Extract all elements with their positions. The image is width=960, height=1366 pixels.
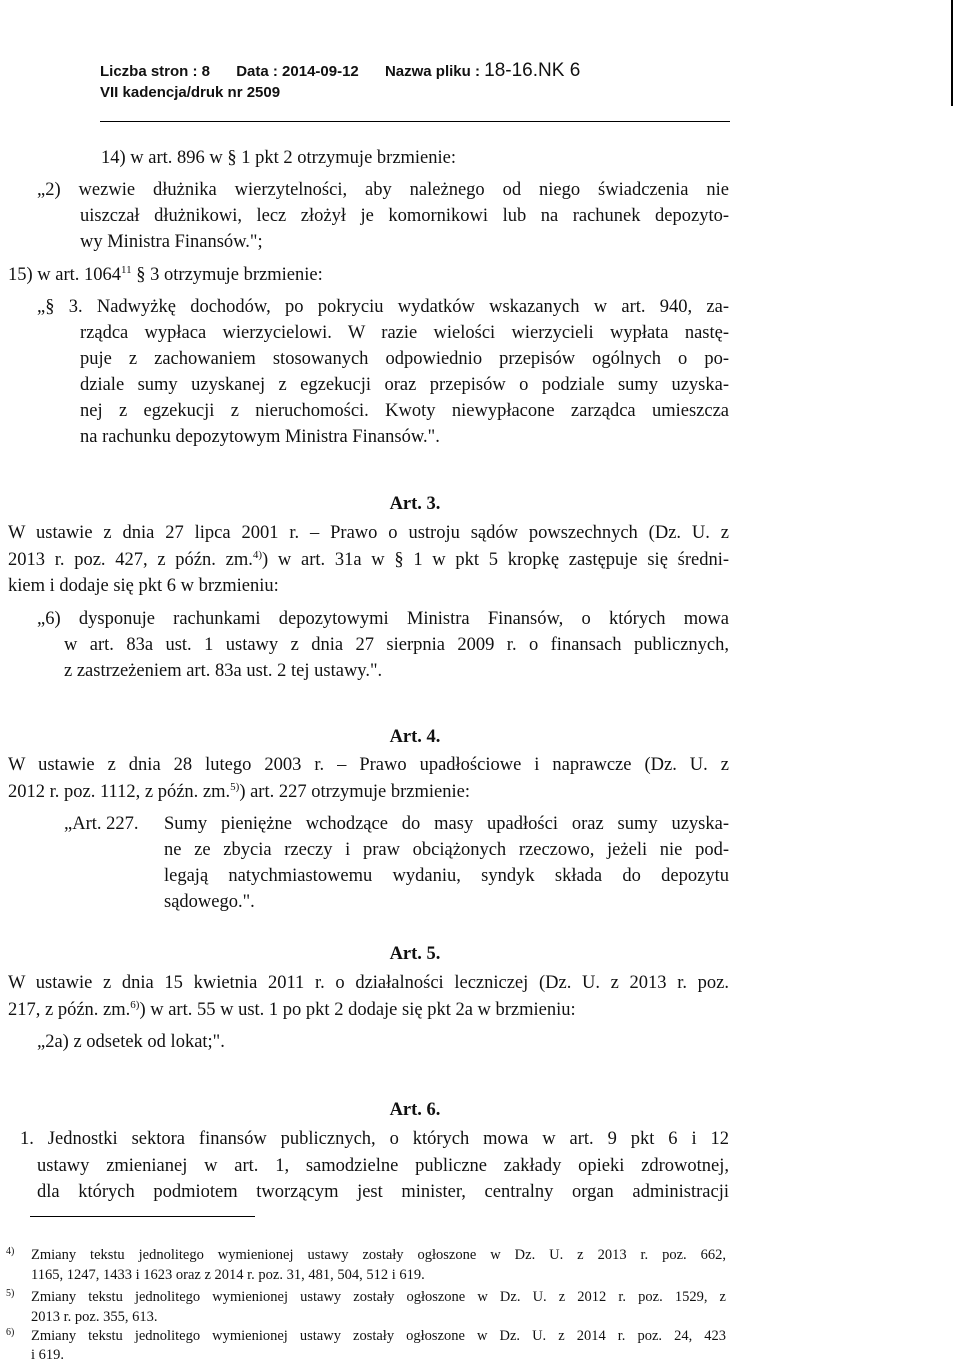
art-4-quote-line: sądowego.".	[164, 892, 255, 912]
art-4-heading: Art. 4.	[389, 727, 441, 747]
art-3-line	[8, 547, 729, 573]
footnote-text: Zmiany tekstu jednolitego wymienionej ustawy zostały ogłoszone w Dz. U. z 2014 r. poz. 24, 423	[31, 1328, 726, 1344]
art-3-line: kiem i dodaje się pkt 6 w brzmieniu:	[8, 576, 279, 596]
filename-label: Nazwa pliku :	[384, 63, 480, 80]
item-14-quote-line: uiszczał dłużnikowi, lecz złożył je komornikowi lub na rachunek depozyto-	[80, 206, 729, 226]
footnote-number: 6)	[6, 1327, 15, 1338]
margin-line	[951, 0, 953, 106]
art-4-text: 2012 r. poz. 1112, z późn. zm.	[8, 782, 231, 802]
header-row	[100, 60, 580, 82]
art-3-quote-line: w art. 83a ust. 1 ustawy z dnia 27 sierpnia 2009 r. o finansach publicznych,	[64, 635, 729, 655]
art-6-line: 1. Jednostki sektora finansów publicznych, o których mowa w art. 9 pkt 6 i 12	[20, 1129, 729, 1149]
art-3-text: ) w art. 31a w § 1 w pkt 5 kropkę zastępuje się średni-	[262, 550, 729, 570]
art-4-line: W ustawie z dnia 28 lutego 2003 r. – Prawo upadłościowe i naprawcze (Dz. U. z	[8, 755, 729, 775]
footnote-text: 1165, 1247, 1433 i 1623 oraz z 2014 r. poz. 31, 481, 504, 512 i 619.	[31, 1267, 425, 1283]
term-print-number: VII kadencja/druk nr 2509	[100, 84, 281, 101]
superscript: 6)	[130, 998, 140, 1011]
item-15-quote-line: „§ 3. Nadwyżkę dochodów, po pokryciu wydatków wskazanych w art. 940, za-	[37, 297, 729, 317]
art-4-quote-label: „Art. 227.	[64, 814, 139, 834]
item-15-quote-line: puje z zachowaniem stosowanych odpowiednio przepisów ogólnych o po-	[80, 349, 729, 369]
art-6-line: dla których podmiotem tworzącym jest minister, centralny organ administracji	[37, 1182, 729, 1202]
item-14-quote-line: wy Ministra Finansów.";	[80, 232, 263, 252]
art-4-line	[8, 779, 470, 805]
art-5-quote-line: „2a) z odsetek od lokat;".	[37, 1032, 225, 1052]
superscript: 11	[121, 263, 132, 276]
art-4-quote-line: Sumy pieniężne wchodzące do masy upadłości oraz sumy uzyska-	[164, 814, 729, 834]
footnote-number: 4)	[6, 1246, 15, 1257]
footnote-text: Zmiany tekstu jednolitego wymienionej ustawy zostały ogłoszone w Dz. U. z 2012 r. poz. 1529, z	[31, 1289, 726, 1305]
art-5-text: ) w art. 55 w ust. 1 po pkt 2 dodaje się pkt 2a w brzmieniu:	[139, 1000, 576, 1020]
art-4-quote-line: ne ze zbycia rzeczy i praw obciążonych rzeczowo, jeżeli nie pod-	[164, 840, 729, 860]
footnote-text: 2013 r. poz. 355, 613.	[31, 1309, 158, 1325]
art-6-heading: Art. 6.	[389, 1100, 441, 1120]
footnote-rule	[30, 1216, 255, 1217]
superscript: 4)	[252, 548, 263, 561]
art-6-line: ustawy zmienianej w art. 1, samodzielne publiczne zakłady opieki zdrowotnej,	[37, 1156, 729, 1176]
art-3-text: 2013 r. poz. 427, z późn. zm.	[8, 550, 253, 570]
item-15-quote-line: rządca wypłaca wierzycielowi. W razie wielości wierzycieli wypłata nastę-	[80, 323, 729, 343]
page-header	[100, 60, 580, 103]
item-15-quote-line: nej z egzekucji z nieruchomości. Kwoty niewypłacone zarządca umieszcza	[80, 401, 729, 421]
art-5-line	[8, 997, 576, 1023]
item-15-text: § 3 otrzymuje brzmienie:	[131, 265, 323, 285]
item-14-quote-line: „2) wezwie dłużnika wierzytelności, aby należnego od niego świadczenia nie	[37, 180, 729, 200]
art-3-quote-line: z zastrzeżeniem art. 83a ust. 2 tej ustawy.".	[64, 661, 383, 681]
art-3-quote-line: „6) dysponuje rachunkami depozytowymi Ministra Finansów, o których mowa	[37, 609, 729, 629]
filename: 18-16.NK 6	[484, 60, 581, 81]
print-date: Data : 2014-09-12	[236, 63, 359, 80]
item-15-quote-line: dziale sumy uzyskanej z egzekucji oraz przepisów o podziale sumy uzyska-	[80, 375, 729, 395]
art-5-line: W ustawie z dnia 15 kwietnia 2011 r. o działalności leczniczej (Dz. U. z 2013 r. poz.	[8, 973, 729, 993]
item-15-quote-line: na rachunku depozytowym Ministra Finansów.".	[80, 427, 440, 447]
footnote-text: Zmiany tekstu jednolitego wymienionej ustawy zostały ogłoszone w Dz. U. z 2013 r. poz. 662,	[31, 1247, 726, 1263]
header-rule	[100, 121, 730, 122]
art-5-text: 217, z późn. zm.	[8, 1000, 131, 1020]
item-15-text: 15) w art. 1064	[8, 265, 122, 285]
page-count: Liczba stron : 8	[100, 63, 211, 80]
art-4-text: ) art. 227 otrzymuje brzmienie:	[239, 782, 470, 802]
footnote-number: 5)	[6, 1288, 15, 1299]
superscript: 5)	[230, 780, 240, 793]
art-5-heading: Art. 5.	[389, 944, 441, 964]
footnote-text: i 619.	[31, 1347, 65, 1363]
art-3-heading: Art. 3.	[389, 494, 441, 514]
art-4-quote-line: legają natychmiastowemu wydaniu, syndyk składa do depozytu	[164, 866, 729, 886]
art-3-line: W ustawie z dnia 27 lipca 2001 r. – Prawo o ustroju sądów powszechnych (Dz. U. z	[8, 523, 729, 543]
item-14: 14) w art. 896 w § 1 pkt 2 otrzymuje brzmienie:	[101, 148, 457, 168]
item-15	[8, 262, 323, 288]
